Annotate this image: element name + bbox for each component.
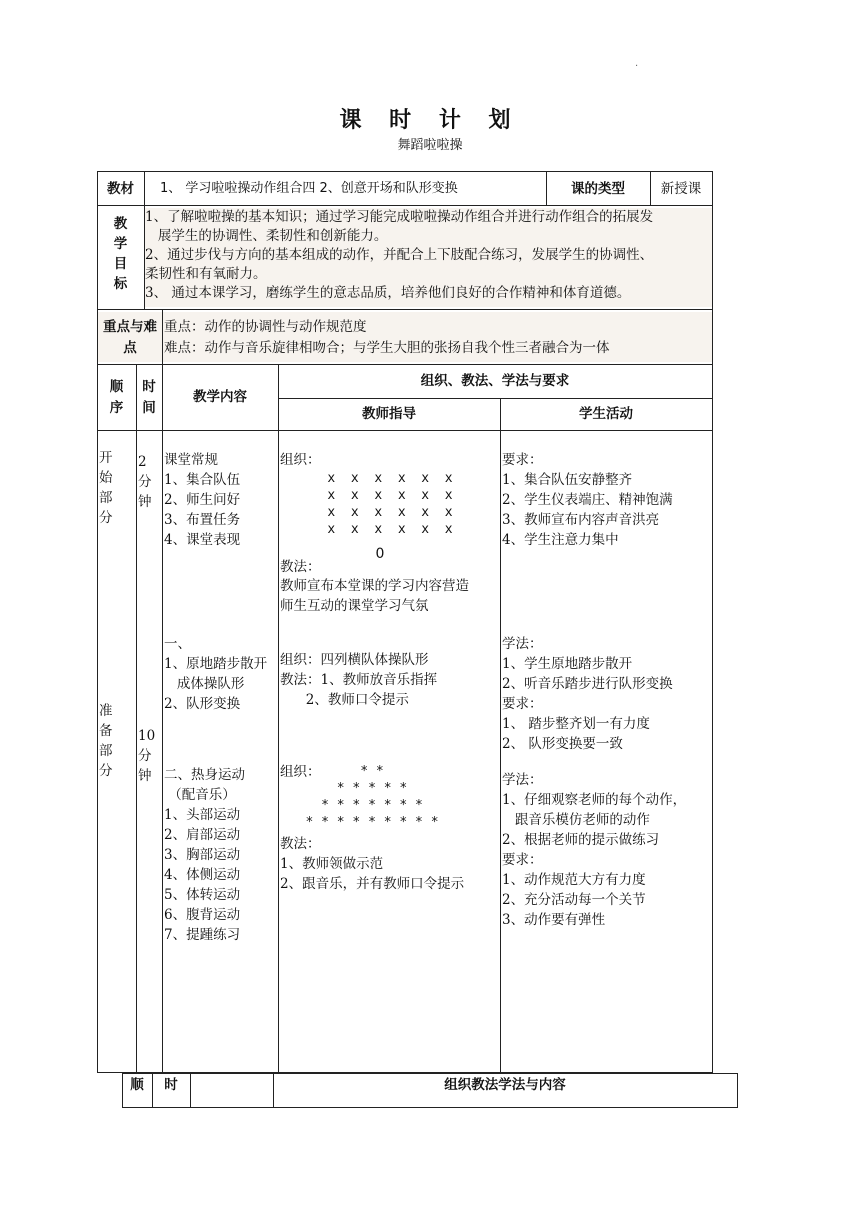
method-line: 师生互动的课堂学习气氛 <box>280 598 429 614</box>
next-header-content: 组织教法学法与内容 <box>444 1077 566 1093</box>
goal-line: 1、了解啦啦操的基本知识；通过学习能完成啦啦操动作组合并进行动作组合的拓展发 <box>145 209 654 225</box>
content-item: 课堂常规 <box>164 452 218 468</box>
content-start <box>164 450 240 550</box>
content-item: 6、腹背运动 <box>164 907 241 923</box>
student-item: 2、学生仪表端庄、精神饱满 <box>502 492 673 508</box>
content-item: 2、师生问好 <box>164 492 241 508</box>
phase-prep: 准 备 部 分 <box>99 703 113 779</box>
student-item: 3、教师宣布内容声音洪亮 <box>502 512 660 528</box>
student-item: 1、集合队伍安静整齐 <box>502 472 633 488</box>
goals-text <box>145 208 653 303</box>
formation-row: x x x x x x <box>327 488 453 503</box>
method-label-start: 教法： <box>280 559 321 575</box>
page-title: 课 时 计 划 <box>339 108 521 133</box>
header-org: 组织、教法、学法与要求 <box>420 373 570 389</box>
formation-row: x x x x x x <box>327 505 453 520</box>
formation-row: x x x x x x <box>327 471 453 486</box>
content-item: 2、队形变换 <box>164 696 241 712</box>
content-item: 4、体侧运动 <box>164 867 241 883</box>
material-label: 教材 <box>107 181 134 197</box>
content-item: 成体操队形 <box>164 676 245 692</box>
student-prep-2: 学法： 1、仔细观察老师的每个动作， 跟音乐模仿老师的动作 2、根据老师的提示做练习 要求： 1、动作规范大方有力度 2、充分活动每一个关节 3、动作要有弹性 <box>502 772 687 928</box>
header-teacher: 教师指导 <box>362 406 416 422</box>
content-item: 一、 <box>164 636 191 652</box>
star-row: * * * * * <box>336 781 408 796</box>
content-item: （配音乐） <box>164 787 236 803</box>
time-start: 2 分 钟 <box>138 454 152 510</box>
goals-label: 教 学 目 标 <box>113 216 128 292</box>
formation-grid <box>310 470 470 538</box>
goal-line: 2、通过步伐与方向的基本组成的动作，并配合上下肢配合练习，发展学生的协调性、 <box>145 247 654 263</box>
key-label: 重点与难 <box>103 319 157 335</box>
material-content: 1、 学习啦啦操动作组合四 2、创意开场和队形变换 <box>160 181 458 196</box>
lesson-type-value: 新授课 <box>660 181 702 197</box>
teacher-prep-2: 教法： 1、教师领做示范 2、跟音乐，并有教师口令提示 <box>280 836 465 892</box>
header-order-2: 序 <box>109 400 124 416</box>
formation-row: x x x x x x <box>327 522 453 537</box>
next-header-order: 顺 <box>130 1077 144 1093</box>
key-point: 重点：动作的协调性与动作规范度 <box>164 319 367 335</box>
student-prep-1: 学法： 1、学生原地踏步散开 2、听音乐踏步进行队形变换 要求： 1、 踏步整齐划一有力度 2、 队形变换要一致 <box>502 636 673 752</box>
page-subtitle: 舞蹈啦啦操 <box>397 138 463 153</box>
content-item: 1、集合队伍 <box>164 472 241 488</box>
header-content: 教学内容 <box>193 389 247 405</box>
goal-line: 3、 通过本课学习，磨练学生的意志品质，培养他们良好的合作精神和体育道德。 <box>145 285 631 301</box>
star-row: * * * * * * * * * <box>305 815 439 830</box>
header-order: 顺 <box>109 379 124 395</box>
phase-start: 开 始 部 分 <box>99 450 113 526</box>
content-prep-2 <box>164 765 245 945</box>
star-formation <box>297 763 447 831</box>
method-line: 教师宣布本堂课的学习内容营造 <box>280 578 469 594</box>
key-label-2: 点 <box>123 340 137 356</box>
content-item: 5、体转运动 <box>164 887 241 903</box>
header-time-2: 间 <box>142 400 156 416</box>
content-item: 7、提踵练习 <box>164 927 241 943</box>
content-prep-1 <box>164 634 267 714</box>
org-label-start: 组织： <box>280 452 321 468</box>
goal-line: 展学生的协调性、柔韧性和创新能力。 <box>145 228 388 244</box>
next-header-time: 时 <box>164 1077 178 1093</box>
star-row: * * * * * * * <box>321 798 423 813</box>
content-item: 4、课堂表现 <box>164 532 241 548</box>
star-row: * * <box>360 764 384 779</box>
content-item: 二、热身运动 <box>164 767 245 783</box>
content-item: 3、布置任务 <box>164 512 241 528</box>
student-start: 要求： 1、集合队伍安静整齐 2、学生仪表端庄、精神饱满 3、教师宣布内容声音洪亮 4、学生注意力集中 <box>502 452 673 548</box>
content-item: 3、胸部运动 <box>164 847 241 863</box>
page-dot: . <box>635 58 639 69</box>
content-item: 2、肩部运动 <box>164 827 241 843</box>
goal-line: 柔韧性和有氧耐力。 <box>145 266 267 282</box>
header-student: 学生活动 <box>579 406 633 422</box>
content-item: 1、原地踏步散开 <box>164 656 268 672</box>
org-label-prep: 组织： <box>280 764 321 780</box>
student-item: 4、学生注意力集中 <box>502 532 619 548</box>
difficulty-point: 难点：动作与音乐旋律相吻合；与学生大胆的张扬自我个性三者融合为一体 <box>164 340 610 356</box>
content-item: 1、头部运动 <box>164 807 241 823</box>
header-time: 时 <box>142 379 156 395</box>
teacher-marker: 0 <box>375 546 385 562</box>
lesson-type-label: 课的类型 <box>571 181 625 197</box>
time-prep: 10 分 钟 <box>138 728 156 784</box>
teacher-prep-1: 组织：四列横队体操队形 教法：1、教师放音乐指挥 2、教师口令提示 <box>280 652 438 708</box>
